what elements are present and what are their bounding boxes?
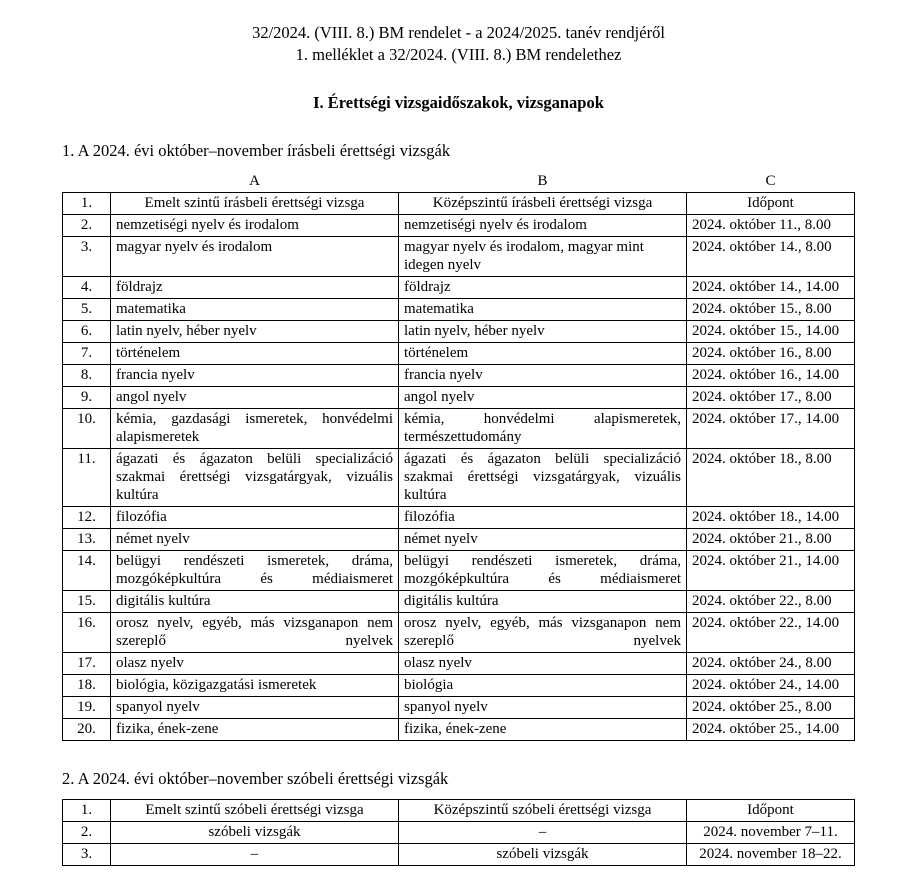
cell-standard-subject: történelem [399,342,687,364]
row-number: 3. [63,236,111,276]
cell-datetime: 2024. október 25., 8.00 [687,696,855,718]
table-row [63,506,855,528]
row-number: 14. [63,550,111,590]
cell-standard-subject: angol nyelv [399,386,687,408]
table-row [63,528,855,550]
column-letter-b: B [537,172,548,189]
table-row [63,590,855,612]
cell-advanced-subject: orosz nyelv, egyéb, más vizsganapon nem szereplő nyelvek [111,612,399,652]
row-number: 3. [63,843,111,865]
cell-standard-subject: filozófia [399,506,687,528]
header-cell-b: Középszintű írásbeli érettségi vizsga [399,192,687,214]
cell-standard-oral: – [399,821,687,843]
row-number: 12. [63,506,111,528]
table-row [63,674,855,696]
table-row [63,696,855,718]
row-number: 18. [63,674,111,696]
cell-advanced-subject: biológia, közigazgatási ismeretek [111,674,399,696]
cell-datetime: 2024. október 17., 8.00 [687,386,855,408]
cell-standard-subject: ágazati és ágazaton belüli specializáció szakmai érettségi vizsgatárgyak, vizuális kultúra [399,448,687,506]
table-row [63,448,855,506]
table-row [63,320,855,342]
cell-advanced-subject: digitális kultúra [111,590,399,612]
cell-advanced-subject: angol nyelv [111,386,399,408]
table-row [63,214,855,236]
cell-advanced-subject: belügyi rendészeti ismeretek, dráma, mozgóképkultúra és médiaismeret [111,550,399,590]
row-number: 17. [63,652,111,674]
row-number: 19. [63,696,111,718]
cell-standard-subject: belügyi rendészeti ismeretek, dráma, mozgóképkultúra és médiaismeret [399,550,687,590]
cell-standard-subject: latin nyelv, héber nyelv [399,320,687,342]
table-row [63,550,855,590]
cell-standard-subject: biológia [399,674,687,696]
cell-standard-subject: spanyol nyelv [399,696,687,718]
row-number: 10. [63,408,111,448]
cell-standard-oral: szóbeli vizsgák [399,843,687,865]
cell-advanced-subject: német nyelv [111,528,399,550]
header-cell-a: Emelt szintű írásbeli érettségi vizsga [111,192,399,214]
cell-datetime: 2024. október 15., 8.00 [687,298,855,320]
column-letters-row [63,171,855,193]
cell-datetime: 2024. október 22., 14.00 [687,612,855,652]
row-number: 4. [63,276,111,298]
cell-datetime: 2024. október 24., 8.00 [687,652,855,674]
row-number: 7. [63,342,111,364]
cell-standard-subject: matematika [399,298,687,320]
cell-advanced-subject: matematika [111,298,399,320]
header-cell-c: Időpont [687,799,855,821]
cell-advanced-subject: olasz nyelv [111,652,399,674]
cell-standard-subject: fizika, ének-zene [399,718,687,740]
cell-advanced-subject: francia nyelv [111,364,399,386]
cell-advanced-subject: latin nyelv, héber nyelv [111,320,399,342]
cell-datetime: 2024. október 21., 14.00 [687,550,855,590]
cell-standard-subject: orosz nyelv, egyéb, más vizsganapon nem szereplő nyelvek [399,612,687,652]
cell-advanced-subject: nemzetiségi nyelv és irodalom [111,214,399,236]
cell-datetime: 2024. október 15., 14.00 [687,320,855,342]
cell-advanced-subject: történelem [111,342,399,364]
cell-datetime: 2024. október 14., 14.00 [687,276,855,298]
table-row [63,843,855,865]
cell-datetime: 2024. október 16., 8.00 [687,342,855,364]
cell-standard-subject: olasz nyelv [399,652,687,674]
section-title: I. Érettségi vizsgaidőszakok, vizsganapok [313,92,604,112]
table-row [63,652,855,674]
header-line-2: 1. melléklet a 32/2024. (VIII. 8.) BM rendelethez [295,45,622,65]
table-header-row [63,192,855,214]
subsection-1-title: 1. A 2024. évi október–november írásbeli érettségi vizsgák [62,140,451,160]
header-cell-c: Időpont [687,192,855,214]
cell-standard-subject: digitális kultúra [399,590,687,612]
cell-advanced-subject: földrajz [111,276,399,298]
column-letter-a: A [249,172,260,189]
cell-standard-subject: magyar nyelv és irodalom, magyar mint idegen nyelv [399,236,687,276]
table-row [63,342,855,364]
cell-advanced-subject: spanyol nyelv [111,696,399,718]
row-number: 9. [63,386,111,408]
cell-datetime: 2024. november 7–11. [687,821,855,843]
cell-standard-subject: német nyelv [399,528,687,550]
oral-exams-table [62,799,855,866]
cell-datetime: 2024. október 24., 14.00 [687,674,855,696]
cell-standard-subject: földrajz [399,276,687,298]
cell-advanced-subject: fizika, ének-zene [111,718,399,740]
table-row [63,364,855,386]
row-number: 2. [63,821,111,843]
row-number: 2. [63,214,111,236]
column-letter-c: C [765,172,776,189]
header-cell-b: Középszintű szóbeli érettségi vizsga [399,799,687,821]
table-row [63,298,855,320]
cell-datetime: 2024. október 11., 8.00 [687,214,855,236]
row-number: 6. [63,320,111,342]
cell-datetime: 2024. október 18., 14.00 [687,506,855,528]
header-cell-a: Emelt szintű szóbeli érettségi vizsga [111,799,399,821]
table-header-row [63,799,855,821]
cell-advanced-oral: – [111,843,399,865]
row-number: 1. [63,192,111,214]
table-row [63,386,855,408]
cell-datetime: 2024. október 21., 8.00 [687,528,855,550]
table-row [63,276,855,298]
row-number: 16. [63,612,111,652]
column-letter-blank [63,171,111,193]
cell-datetime: 2024. november 18–22. [687,843,855,865]
cell-standard-subject: kémia, honvédelmi alapismeretek, természettudomány [399,408,687,448]
cell-datetime: 2024. október 22., 8.00 [687,590,855,612]
table-row [63,236,855,276]
cell-standard-subject: francia nyelv [399,364,687,386]
cell-datetime: 2024. október 17., 14.00 [687,408,855,448]
row-number: 11. [63,448,111,506]
table-row [63,718,855,740]
cell-advanced-subject: ágazati és ágazaton belüli specializáció szakmai érettségi vizsgatárgyak, vizuális kultúra [111,448,399,506]
table-row [63,408,855,448]
cell-advanced-oral: szóbeli vizsgák [111,821,399,843]
cell-advanced-subject: filozófia [111,506,399,528]
document-header [62,22,855,67]
header-line-1: 32/2024. (VIII. 8.) BM rendelet - a 2024/2025. tanév rendjéről [252,23,665,42]
row-number: 8. [63,364,111,386]
row-number: 15. [63,590,111,612]
cell-datetime: 2024. október 25., 14.00 [687,718,855,740]
cell-advanced-subject: magyar nyelv és irodalom [111,236,399,276]
row-number: 13. [63,528,111,550]
row-number: 5. [63,298,111,320]
table-row [63,612,855,652]
written-exams-table [62,171,855,741]
cell-standard-subject: nemzetiségi nyelv és irodalom [399,214,687,236]
cell-advanced-subject: kémia, gazdasági ismeretek, honvédelmi alapismeretek [111,408,399,448]
row-number: 1. [63,799,111,821]
row-number: 20. [63,718,111,740]
cell-datetime: 2024. október 18., 8.00 [687,448,855,506]
table-row [63,821,855,843]
cell-datetime: 2024. október 16., 14.00 [687,364,855,386]
cell-datetime: 2024. október 14., 8.00 [687,236,855,276]
subsection-2-title: 2. A 2024. évi október–november szóbeli érettségi vizsgák [62,768,449,788]
